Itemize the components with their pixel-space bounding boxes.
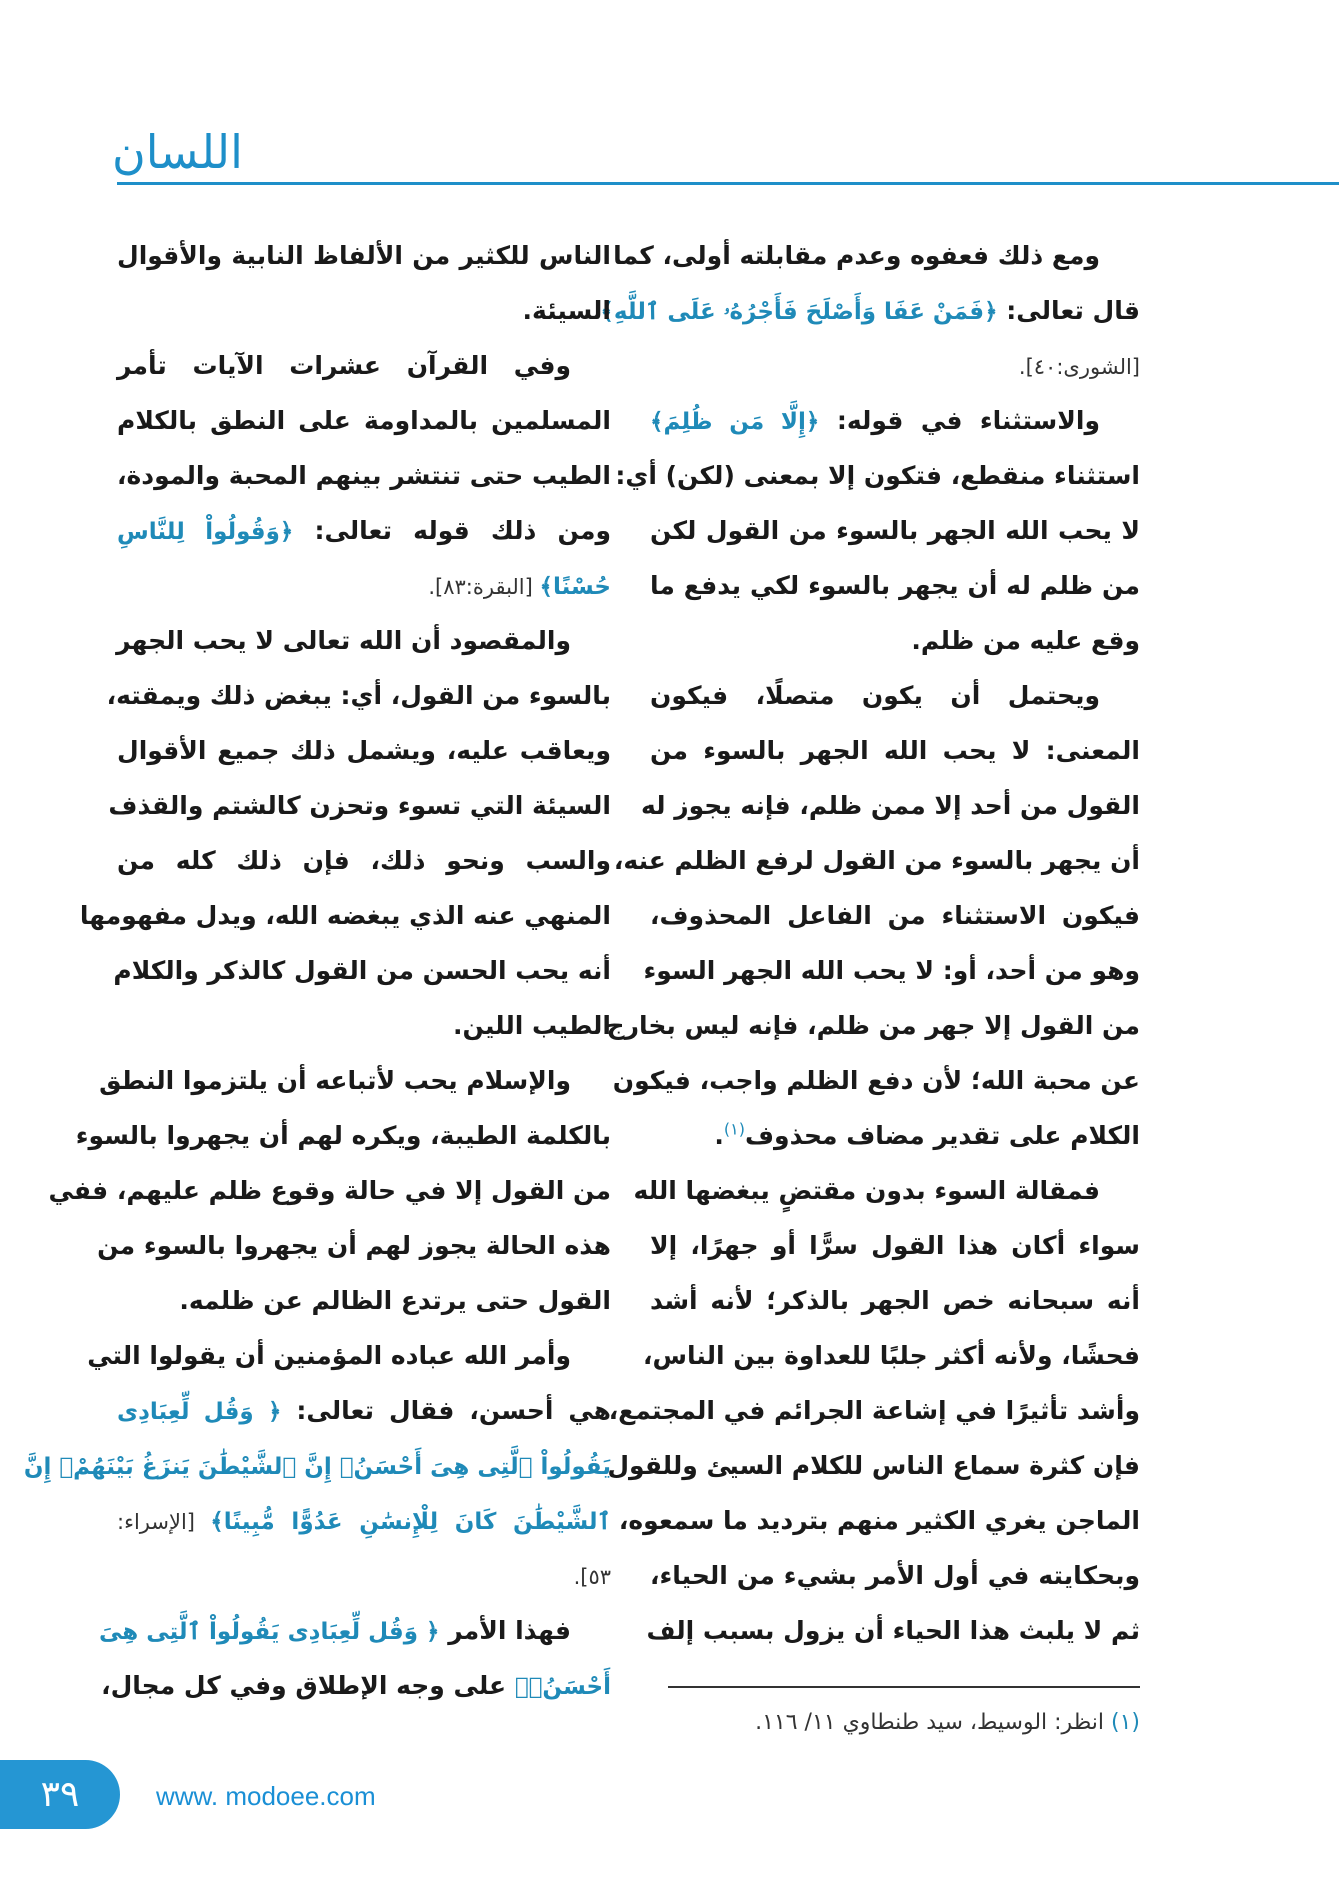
quran-verse: ﴿ وَقُل لِّعِبَادِى يَقُولُواْ ٱلَّتِى هِىَ — [99, 1619, 440, 1645]
text-line: وأمر الله عباده المؤمنين أن يقولوا التي — [87, 1341, 571, 1370]
text-line: وقع عليه من ظلم. — [911, 626, 1140, 655]
text-line: وأشد تأثيرًا في إشاعة الجرائم في المجتمع، — [608, 1396, 1140, 1425]
text-line: من القول إلا جهر من ظلم، فإنه ليس بخارج — [606, 1011, 1140, 1040]
line-text: هي أحسن، فقال تعالى: — [281, 1396, 612, 1425]
text-line: أنه سبحانه خص الجهر بالذكر؛ لأنه أشد — [650, 1286, 1140, 1315]
text-line: بالكلمة الطيبة، ويكره لهم أن يجهروا بالسوء — [75, 1121, 611, 1150]
quran-verse: ﴿إِلَّا مَن ظُلِمَ﴾ — [650, 409, 820, 435]
text-line — [117, 1548, 611, 1603]
text-line: لا يحب الله الجهر بالسوء من القول لكن — [650, 516, 1140, 545]
text-line — [99, 1603, 611, 1658]
footnote-marker: (١) — [723, 1119, 745, 1139]
text-line: بالسوء من القول، أي: يبغض ذلك ويمقته، — [106, 681, 611, 710]
verse-reference: [الشورى:٤٠]. — [1018, 355, 1140, 379]
line-text: قال تعالى: — [997, 296, 1140, 325]
text-line: ويعاقب عليه، ويشمل ذلك جميع الأقوال — [117, 736, 611, 765]
right-text-column — [600, 228, 1140, 1658]
text-line: عن محبة الله؛ لأن دفع الظلم واجب، فيكون — [612, 1066, 1140, 1095]
line-punctuation: . — [714, 1121, 724, 1150]
line-text: فهذا الأمر — [439, 1616, 571, 1645]
text-line — [117, 1383, 611, 1438]
footnote-number: (١) — [1110, 1710, 1140, 1735]
quran-verse: ﴿فَمَنْ عَفَا وَأَصْلَحَ فَأَجْرُهُۥ عَلَى ٱللَّهِ﴾ — [600, 299, 998, 325]
text-line — [101, 1658, 611, 1713]
verse-reference: ٥٣]. — [573, 1565, 611, 1589]
text-line: وفي القرآن عشرات الآيات تأمر — [117, 351, 571, 380]
quran-verse: أَحْسَنُۚ﴾ — [514, 1674, 611, 1700]
text-line — [117, 503, 611, 558]
text-line: هذه الحالة يجوز لهم أن يجهروا بالسوء من — [97, 1231, 611, 1260]
text-line: وهو من أحد، أو: لا يحب الله الجهر السوء — [643, 956, 1140, 985]
text-line: والمقصود أن الله تعالى لا يحب الجهر — [116, 626, 571, 655]
text-line: ويحتمل أن يكون متصلًا، فيكون — [650, 681, 1100, 710]
quran-verse: يَقُولُواْ ٱلَّتِى هِىَ أَحْسَنُۚ إِنَّ ٱلشَّيْطَٰنَ يَنزَغُ بَيْنَهُمْۚ إِنَّ — [23, 1454, 611, 1480]
text-line: فإن كثرة سماع الناس للكلام السيئ وللقول — [607, 1451, 1140, 1480]
text-line: القول من أحد إلا ممن ظلم، فإنه يجوز له — [640, 791, 1140, 820]
text-line — [117, 558, 611, 613]
text-line — [650, 393, 1140, 448]
line-text: على وجه الإطلاق وفي كل مجال، — [101, 1671, 515, 1700]
text-line: من ظلم له أن يجهر بالسوء لكي يدفع ما — [650, 571, 1140, 600]
footnote-text: انظر: الوسيط، سيد طنطاوي ١١/ ١١٦. — [755, 1710, 1111, 1735]
text-line: المنهي عنه الذي يبغضه الله، ويدل مفهومها — [79, 901, 611, 930]
verse-reference: [الإسراء: — [117, 1510, 211, 1534]
text-line: السيئة. — [522, 296, 611, 325]
text-line: القول حتى يرتدع الظالم عن ظلمه. — [179, 1286, 611, 1315]
text-line: والسب ونحو ذلك، فإن ذلك كله من — [117, 846, 611, 875]
left-text-column — [23, 228, 612, 1713]
quran-verse: حُسْنًا﴾ — [539, 574, 611, 600]
text-line: فحشًا، ولأنه أكثر جلبًا للعداوة بين الناس، — [643, 1341, 1140, 1370]
quran-verse: ﴿ وَقُل لِّعِبَادِى — [117, 1399, 282, 1425]
text-line — [650, 338, 1140, 393]
verse-reference: [البقرة:٨٣]. — [428, 575, 540, 599]
text-line: وبحكايته في أول الأمر بشيء من الحياء، — [650, 1561, 1140, 1590]
text-line — [117, 1493, 611, 1548]
text-line: فمقالة السوء بدون مقتضٍ يبغضها الله — [633, 1176, 1100, 1205]
website-url: www. modoee.com — [156, 1781, 376, 1811]
quran-verse: ٱلشَّيْطَٰنَ كَانَ لِلْإِنسَٰنِ عَدُوًّا مُّبِينًا﴾ — [210, 1509, 611, 1535]
text-line: الناس للكثير من الألفاظ النابية والأقوال — [117, 241, 611, 270]
text-line: المعنى: لا يحب الله الجهر بالسوء من — [650, 736, 1140, 765]
text-line: المسلمين بالمداومة على النطق بالكلام — [117, 406, 611, 435]
text-line — [23, 1438, 611, 1493]
quran-verse: ﴿وَقُولُواْ لِلنَّاسِ — [117, 519, 294, 545]
text-line: فيكون الاستثناء من الفاعل المحذوف، — [650, 901, 1140, 930]
text-line: السيئة التي تسوء وتحزن كالشتم والقذف — [108, 791, 611, 820]
text-line: أنه يحب الحسن من القول كالذكر والكلام — [113, 956, 611, 985]
footnote-divider — [668, 1686, 1140, 1688]
line-text: ومن ذلك قوله تعالى: — [293, 516, 611, 545]
text-line: سواء أكان هذا القول سرًّا أو جهرًا، إلا — [650, 1231, 1140, 1260]
text-line: أن يجهر بالسوء من القول لرفع الظلم عنه، — [613, 846, 1140, 875]
text-line: من القول إلا في حالة وقوع ظلم عليهم، ففي — [48, 1176, 611, 1205]
text-line: والإسلام يحب لأتباعه أن يلتزموا النطق — [99, 1066, 571, 1095]
text-line: الطيب اللين. — [452, 1011, 611, 1040]
line-text: الكلام على تقدير مضاف محذوف — [744, 1121, 1140, 1150]
chapter-title: اللسان — [112, 125, 243, 179]
text-line: استثناء منقطع، فتكون إلا بمعنى (لكن) أي: — [615, 461, 1140, 490]
text-line: الطيب حتى تنتشر بينهم المحبة والمودة، — [117, 461, 611, 490]
text-line — [600, 283, 1140, 338]
text-line: ثم لا يلبث هذا الحياء أن يزول بسبب إلف — [646, 1616, 1140, 1645]
page-number-tab — [0, 1760, 120, 1829]
text-line: ومع ذلك فعفوه وعدم مقابلته أولى، كما — [613, 241, 1100, 270]
header-divider — [117, 182, 1339, 185]
page-number: ٣٩ — [40, 1774, 80, 1815]
text-line: الماجن يغري الكثير منهم بترديد ما سمعوه، — [618, 1506, 1140, 1535]
text-line — [650, 1108, 1140, 1163]
line-text: والاستثناء في قوله: — [819, 406, 1100, 435]
footnote — [650, 1702, 1140, 1744]
